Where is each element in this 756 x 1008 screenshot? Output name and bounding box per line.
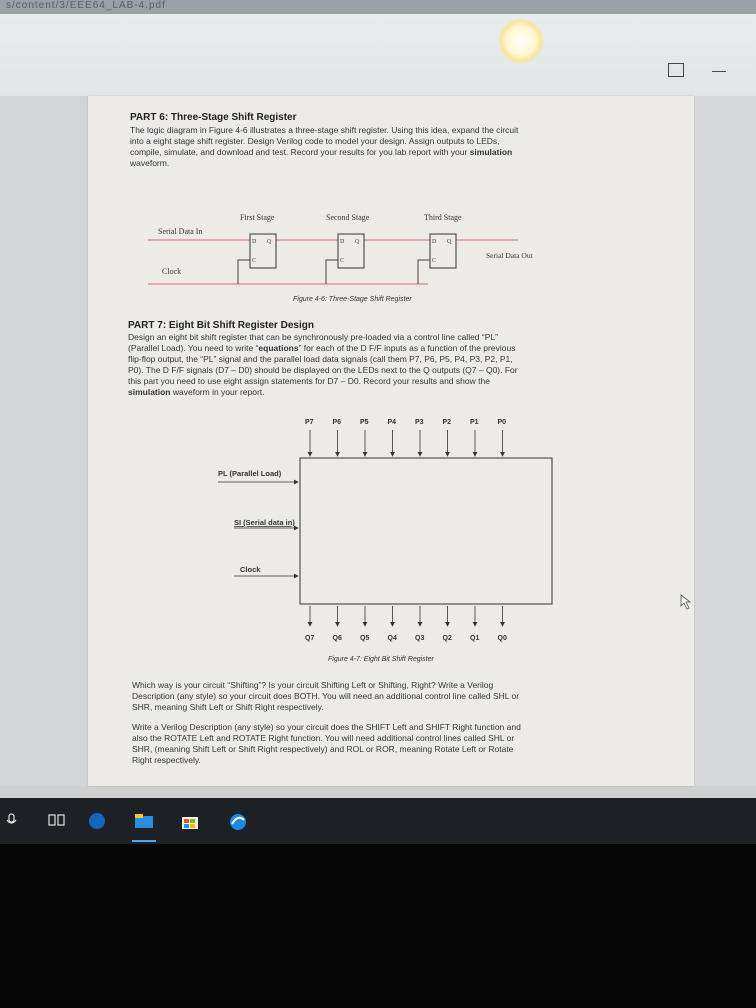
serial-data-out-label: Serial Data Out [486,251,533,260]
url-text: s/content/3/EEE64_LAB-4.pdf [6,0,166,11]
part6-text-line3: compile, simulate, and download and test. Record your results for you lab report with your simulation [130,147,513,157]
flip-flop-2 [338,234,364,268]
app-swirl-icon[interactable] [228,812,248,832]
flip-flop-3 [430,234,456,268]
svg-text:Q: Q [267,239,272,245]
question2-line2: also the ROTATE Left and ROTATE Right function. You will need additional control lines called SHL or [132,733,515,743]
si-label: SI (Serial data in) [234,518,295,527]
output-pin-label: Q5 [360,635,370,642]
question1-line3: SHR, meaning Shift Left or Shift Right respectively. [132,702,324,712]
input-pin-label: P5 [360,419,369,426]
input-pin-label: P2 [442,419,452,426]
output-pin-label: Q6 [332,635,342,642]
clock-input-label: Clock [240,565,261,574]
screen-glare [498,18,544,64]
part7-text-line3: flip-flop output, the “PL” signal and the parallel load data signals (call them P7, P6, P5, P4, P3, P2, P1, [128,354,513,364]
viewer-right-margin [694,96,756,796]
part6-text-line2: into a eight stage shift register. Design Verilog code to model your design. Assign outputs to LEDs, [130,136,500,146]
mouse-cursor-icon [680,594,694,610]
file-explorer-icon[interactable] [134,812,154,830]
part7-heading: PART 7: Eight Bit Shift Register Design [128,320,314,331]
input-pin-label: P1 [470,419,479,426]
part7-text-line6: simulation waveform in your report. [128,387,265,397]
monitor-bezel [0,844,756,1008]
svg-text:Q: Q [355,239,360,245]
first-stage-label: First Stage [240,213,275,222]
output-pin-label: Q3 [415,635,425,642]
svg-text:Q: Q [447,239,452,245]
figure-4-7-diagram [198,414,558,650]
output-pin-label: Q4 [387,635,397,642]
part6-text-line1: The logic diagram in Figure 4-6 illustrates a three-stage shift register. Using this idea, expand the circuit [130,125,519,135]
input-pin-label: P6 [332,419,342,426]
expand-icon[interactable] [668,63,684,77]
svg-text:C: C [432,258,437,264]
output-pin-label: Q2 [442,635,452,642]
task-view-icon[interactable] [48,812,66,828]
svg-text:D: D [340,239,345,245]
pdf-page [88,96,694,786]
part7-text-line4: P0). The D F/F signals (D7 – D0) should be displayed on the LEDs next to the Q outputs (Q7 – Q0). For [128,365,518,375]
svg-text:D: D [432,239,437,245]
viewer-toolbar-area [0,14,756,100]
input-pin-label: P4 [387,419,397,426]
minimize-icon[interactable]: — [712,62,726,78]
serial-data-in-label: Serial Data In [158,227,203,236]
part6-text-line4: waveform. [130,158,170,168]
part7-text-line2: (Parallel Load). You need to write “equations” for each of the D F/F inputs as a function of the previous [128,343,516,353]
question2-line1: Write a Verilog Description (any style) so your circuit does the SHIFT Left and SHIFT Right function and [132,722,521,732]
output-pin-label: Q0 [497,635,507,642]
flip-flop-1 [250,234,276,268]
viewer-left-margin [0,96,88,796]
input-pin-label: P3 [415,419,424,426]
input-pins [305,419,506,456]
browser-top-strip [0,0,756,14]
figure-4-6-diagram [148,208,568,293]
edge-browser-icon[interactable] [88,812,106,830]
part7-text-line5: this part you need to use eight assign statements for D7 – D0. Record your results and show the [128,376,490,386]
windows-taskbar [0,798,756,844]
explorer-active-indicator [132,840,156,842]
svg-text:D: D [252,239,257,245]
clock-wires [238,260,430,284]
question2-line4: Right respectively. [132,755,201,765]
input-pin-label: P7 [305,419,314,426]
part7-text-line1: Design an eight bit shift register that can be synchronously pre-loaded via a control line called “PL” [128,332,498,342]
part6-heading: PART 6: Three-Stage Shift Register [130,112,297,123]
question2-line3: SHR, (meaning Shift Left or Shift Right respectively) and ROL or ROR, meaning Rotate Left or Rotate [132,744,514,754]
figure-4-6-caption: Figure 4-6: Three-Stage Shift Register [293,296,412,303]
data-wires [148,240,518,284]
figure-4-7-caption: Figure 4-7: Eight Bit Shift Register [328,656,434,663]
second-stage-label: Second Stage [326,213,370,222]
question1-line1: Which way is your circuit “Shifting”? Is your circuit Shifting Left or Shifting, Right? Write a Verilog [132,680,494,690]
third-stage-label: Third Stage [424,213,462,222]
output-pin-label: Q7 [305,635,315,642]
viewer-bottom-margin [0,786,756,798]
store-icon[interactable] [180,812,200,830]
question1-line2: Description (any style) so your circuit does BOTH. You will need an additional control line called SHL or [132,691,520,701]
clock-label: Clock [162,267,182,276]
output-pin-label: Q1 [470,635,480,642]
svg-text:C: C [252,258,257,264]
pl-label: PL (Parallel Load) [218,469,282,478]
output-pins [305,606,507,642]
svg-text:C: C [340,258,345,264]
microphone-icon[interactable] [4,812,20,828]
input-pin-label: P0 [497,419,507,426]
shift-register-block [300,458,552,604]
